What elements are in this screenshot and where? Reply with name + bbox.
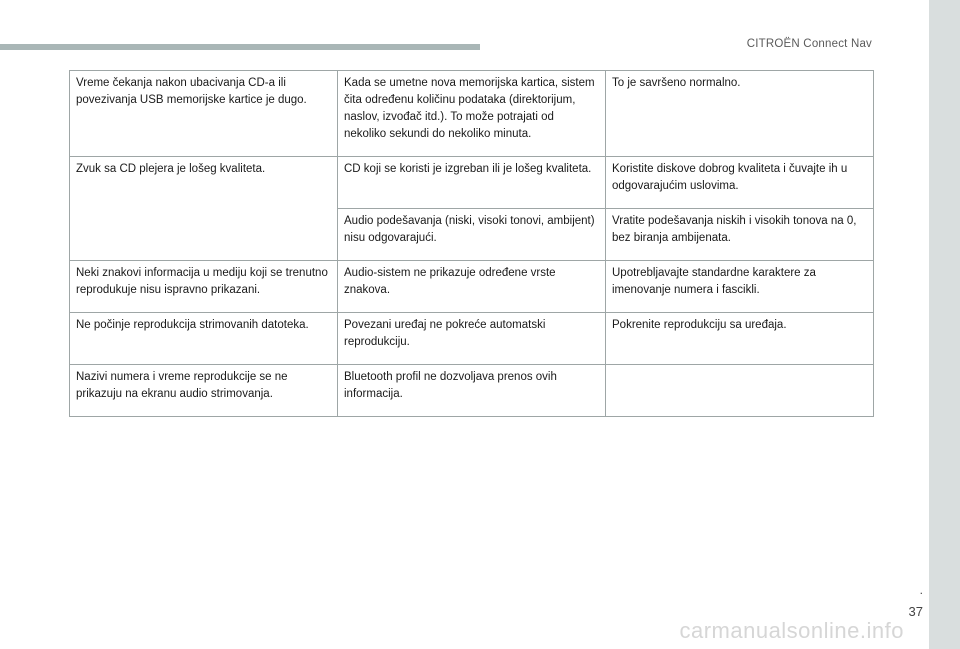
- side-margin-strip: [929, 0, 960, 649]
- problem-cell: Nazivi numera i vreme reprodukcije se ne prikazuju na ekranu audio strimovanja.: [70, 365, 338, 417]
- problem-cell: Ne počinje reprodukcija strimovanih datoteka.: [70, 313, 338, 365]
- table-row: [70, 261, 874, 313]
- problem-cell: Neki znakovi informacija u mediju koji se trenutno reprodukuje nisu ispravno prikazani.: [70, 261, 338, 313]
- cause-cell: Kada se umetne nova memorijska kartica, sistem čita određenu količinu podataka (direktorijum, naslov, izvođač itd.). To može potrajati od nekoliko sekundi do nekoliko minuta.: [338, 71, 606, 157]
- table-row: [70, 365, 874, 417]
- solution-cell: Upotrebljavajte standardne karaktere za imenovanje numera i fascikli.: [606, 261, 874, 313]
- cause-cell: Audio-sistem ne prikazuje određene vrste znakova.: [338, 261, 606, 313]
- cause-cell: CD koji se koristi je izgreban ili je lošeg kvaliteta.: [338, 157, 606, 209]
- table-row: [70, 71, 874, 157]
- cause-cell: Povezani uređaj ne pokreće automatski reprodukciju.: [338, 313, 606, 365]
- solution-cell: [606, 365, 874, 417]
- cause-cell: Bluetooth profil ne dozvoljava prenos ovih informacija.: [338, 365, 606, 417]
- watermark: carmanualsonline.info: [679, 618, 904, 643]
- page-number: 37: [908, 604, 923, 619]
- table-row: [70, 157, 874, 209]
- problem-cell: Vreme čekanja nakon ubacivanja CD-a ili povezivanja USB memorijske kartice je dugo.: [70, 71, 338, 157]
- solution-cell: Vratite podešavanja niskih i visokih tonova na 0, bez biranja ambijenata.: [606, 209, 874, 261]
- solution-cell: Pokrenite reprodukciju sa uređaja.: [606, 313, 874, 365]
- header-divider-bar: [0, 44, 480, 50]
- table-row: [70, 313, 874, 365]
- page-header-title: CITROËN Connect Nav: [746, 38, 872, 50]
- cause-cell: Audio podešavanja (niski, visoki tonovi, ambijent) nisu odgovarajući.: [338, 209, 606, 261]
- solution-cell: To je savršeno normalno.: [606, 71, 874, 157]
- footer-dot: .: [919, 583, 923, 597]
- problem-cell: Zvuk sa CD plejera je lošeg kvaliteta.: [70, 157, 338, 261]
- solution-cell: Koristite diskove dobrog kvaliteta i čuvajte ih u odgovarajućim uslovima.: [606, 157, 874, 209]
- troubleshooting-table: [69, 70, 874, 417]
